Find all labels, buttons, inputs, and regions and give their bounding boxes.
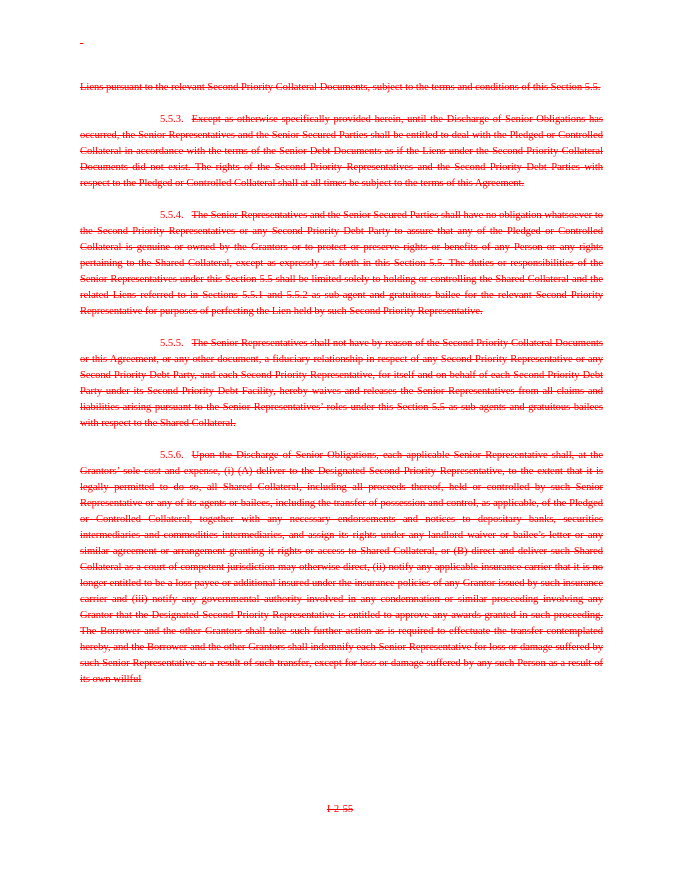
section-number: 5.5.5. <box>160 338 184 349</box>
paragraph-text: Except as otherwise specifically provided herein, until the Discharge of Senior Obligations has occurred, the Senior Representatives and the Senior Secured Parties shall be entitled to deal with the Pledged or Controlled Collateral in accordance with the terms of the Senior Debt Documents as if the Liens under the Second Priority Collateral Documents did not exist. The rights of the Second Priority Representatives and the Second Priority Debt Parties with respect to the Pledged or Controlled Collateral shall at all times be subject to the terms of this Agreement. <box>80 114 603 189</box>
paragraph-5-5-4 <box>80 208 603 320</box>
section-number: 5.5.6. <box>160 450 184 461</box>
paragraph-5-5-6 <box>80 448 603 688</box>
paragraph-text: The Senior Representatives and the Senior Secured Parties shall have no obligation whatsoever to the Second Priority Representatives or any Second Priority Debt Party to assure that any of the Pledged or Controlled Collateral is genuine or owned by the Grantors or to protect or preserve rights or benefits of any Person or any rights pertaining to the Shared Collateral, except as expressly set forth in this Section 5.5. The duties or responsibilities of the Senior Representatives under this Section 5.5 shall be limited solely to holding or controlling the Shared Collateral and the related Liens referred to in Sections 5.5.1 and 5.5.2 as sub-agent and gratuitous bailee for the relevant Second Priority Representative for purposes of perfecting the Lien held by such Second Priority Representative. <box>80 210 603 317</box>
section-number: 5.5.4. <box>160 210 184 221</box>
paragraph-5-5-3 <box>80 112 603 192</box>
paragraph-text: Upon the Discharge of Senior Obligations, each applicable Senior Representative shall, at the Grantors’ sole cost and expense, (i) (A) deliver to the Designated Second Priority Representative, to the extent that it is legally permitted to do so, all Shared Collateral, including all proceeds thereof, held or controlled by such Senior Representative or any of its agents or bailees, including the transfer of possession and control, as applicable, of the Pledged or Controlled Collateral, together with any necessary endorsements and notices to depositary banks, securities intermediaries and commodities intermediaries, and assign its rights under any landlord waiver or bailee’s letter or any similar agreement or arrangement granting it rights or access to Shared Collateral, or (B) direct and deliver such Shared Collateral as a court of competent jurisdiction may otherwise direct, (ii) notify any applicable insurance carrier that it is no longer entitled to be a loss payee or additional insured under the insurance policies of any Grantor issued by such insurance carrier and (iii) notify any governmental authority involved in any condemnation or similar proceeding involving any Grantor that the Designated Second Priority Representative is entitled to approve any awards granted in such proceeding. The Borrower and the other Grantors shall take such further action as is required to effectuate the transfer contemplated hereby, and the Borrower and the other Grantors shall indemnify each Senior Representative for loss or damage suffered by such Senior Representative as a result of such transfer, except for loss or damage suffered by any such Person as a result of its own willful <box>80 450 603 685</box>
paragraph-text: Liens pursuant to the relevant Second Priority Collateral Documents, subject to the terms and conditions of this Section 5.5. <box>80 82 601 93</box>
document-body <box>80 80 603 704</box>
section-number: 5.5.3. <box>160 114 184 125</box>
paragraph-text: The Senior Representatives shall not have by reason of the Second Priority Collateral Documents or this Agreement, or any other document, a fiduciary relationship in respect of any Second Priority Representative or any Second Priority Debt Party, and each Second Priority Representative, for itself and on behalf of each Second Priority Debt Party under its Second Priority Debt Facility, hereby waives and releases the Senior Representatives from all claims and liabilities arising pursuant to the Senior Representatives’ roles under this Section 5.5 as sub-agents and gratuitous bailees with respect to the Shared Collateral. <box>80 338 603 429</box>
paragraph-continuation <box>80 80 603 96</box>
deleted-mark: - <box>80 38 84 49</box>
page-number: I-2-55 <box>326 804 354 815</box>
paragraph-5-5-5 <box>80 336 603 432</box>
